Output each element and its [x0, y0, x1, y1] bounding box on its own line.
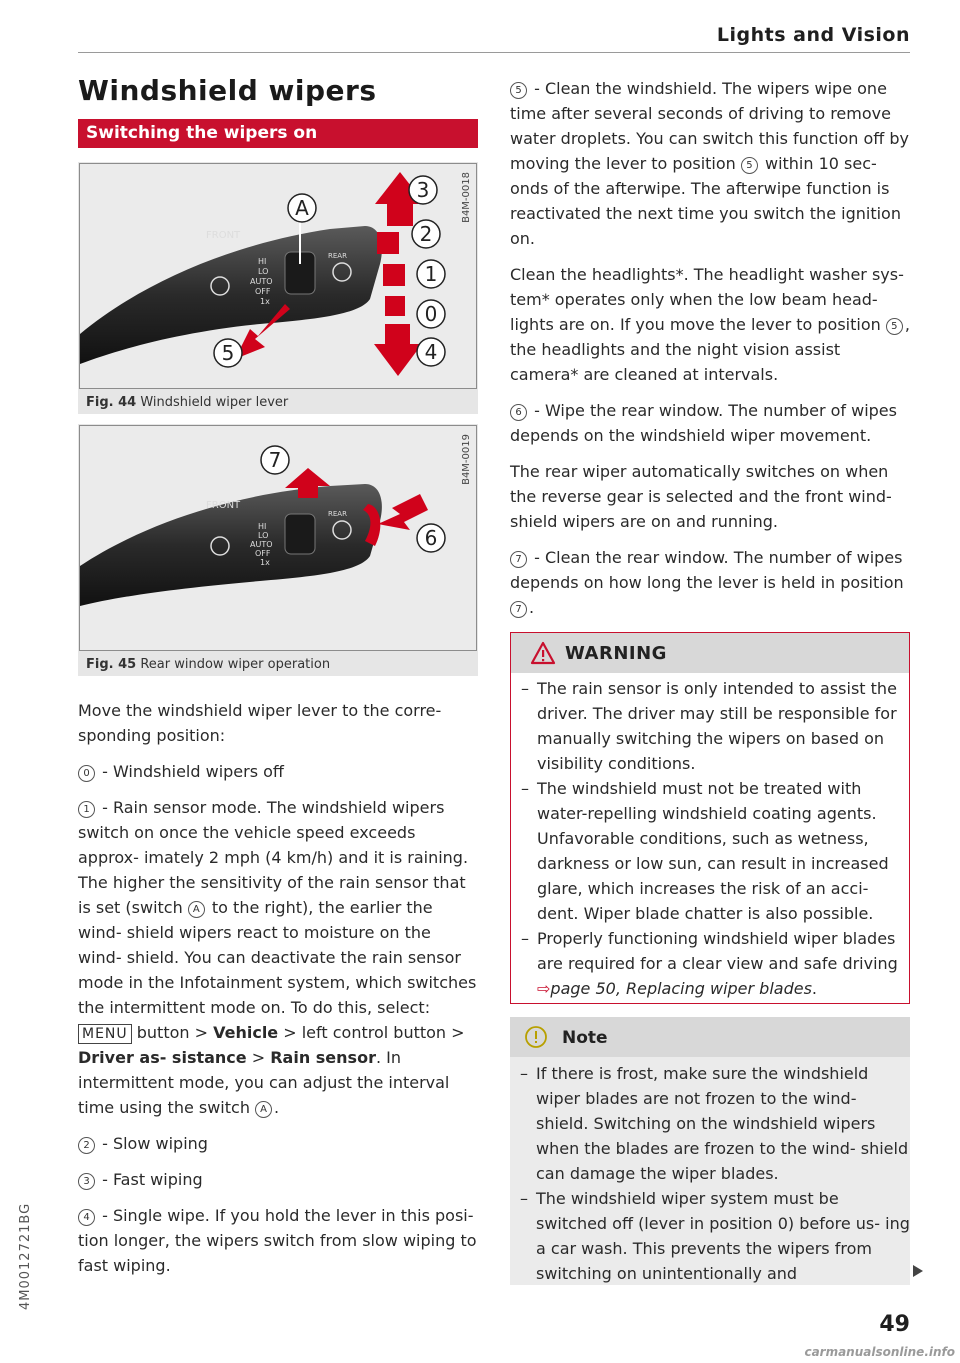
item-4-paragraph: [78, 1203, 478, 1278]
callout-5: 5: [221, 341, 235, 365]
intro-paragraph: Move the windshield wiper lever to the corre- sponding position:: [78, 701, 442, 745]
continue-arrow-icon: [913, 1265, 923, 1277]
left-body-text: [78, 698, 478, 1278]
note-box: [510, 1017, 910, 1285]
marker-5: 5: [510, 82, 527, 99]
position-0-block: [385, 296, 405, 316]
callout-7: 7: [268, 448, 282, 472]
item-6-text: - Wipe the rear window. The number of wipes depends on the windshield wiper movement.: [510, 401, 897, 445]
figure-44-code: B4M-0018: [461, 172, 472, 223]
document-code: 4M0012721BG: [18, 1202, 33, 1310]
lever-label-front: FRONT: [206, 230, 241, 241]
item-1-text-e: >: [246, 1048, 271, 1067]
warning-item-3-text: Properly functioning windshield wiper blades are required for a clear view and safe driving: [537, 929, 898, 973]
wiper-lever-diagram: [80, 164, 477, 389]
note-list: [510, 1061, 910, 1286]
rear-wiper-lever-diagram: [80, 426, 477, 651]
item-7-text: - Clean the rear window. The number of wipes depends on how long the lever is held in position: [510, 548, 904, 592]
lever-label-hi: HI: [258, 257, 267, 266]
lever-label-off: OFF: [255, 287, 271, 296]
lever-label-rear: REAR: [328, 510, 347, 518]
item-1-paragraph: [78, 795, 478, 1120]
callout-A: A: [295, 196, 309, 220]
page-number: 49: [879, 1312, 910, 1337]
subsection-banner: Switching the wipers on: [78, 119, 478, 148]
figure-44-illustration: [79, 163, 477, 389]
item-3-text: - Fast wiping: [97, 1170, 203, 1189]
item-1-text-d: > left control button >: [278, 1023, 465, 1042]
warning-list: [511, 676, 909, 1001]
item-5-text-a: - Clean the windshield. The wipers wipe one time after several seconds of driving to remove water droplets. You can switch this function off by moving the lever to position: [510, 79, 909, 173]
figure-44: [78, 162, 478, 414]
callout-2: 2: [419, 222, 433, 246]
figure-44-label: Fig. 44: [86, 395, 137, 410]
position-1-block: [383, 264, 405, 286]
menu-key: MENU: [78, 1024, 132, 1044]
item-7-paragraph: [510, 545, 910, 620]
item-2-text: - Slow wiping: [97, 1134, 208, 1153]
lever-label-off: OFF: [255, 549, 271, 558]
headlights-text-a: Clean the headlights*. The headlight washer sys- tem* operates only when the low beam head- lights are on. If you move the lever to position: [510, 265, 904, 334]
item-1-text-g: .: [274, 1098, 280, 1117]
right-body-text: [510, 76, 910, 620]
figure-44-caption: [86, 395, 288, 410]
note-body: [510, 1057, 910, 1285]
lever-label-hi: HI: [258, 522, 267, 531]
item-1-text-f: . In intermittent mode, you can adjust the interval time using the switch: [78, 1048, 450, 1117]
figure-45: [78, 424, 478, 676]
headlights-text-b: , the headlights and the night vision assist camera* are cleaned at intervals.: [510, 315, 910, 384]
position-2-block: [377, 232, 399, 254]
item-1-text-c: button >: [131, 1023, 214, 1042]
item-6-paragraph: [510, 398, 910, 448]
callout-3: 3: [416, 178, 430, 202]
item-1-text-b: to the right), the earlier the wind- shield wipers react to moisture on the wind- shield. You can deactivate the rain sensor mode in the Infotainment system, which switches the intermittent mode on. To do this, select:: [78, 898, 477, 1017]
figure-45-caption: [86, 657, 330, 672]
item-4-text: - Single wipe. If you hold the lever in this posi- tion longer, the wipers switch from slow wiping to fast wiping.: [78, 1206, 477, 1275]
lever-label-lo: LO: [258, 267, 269, 276]
lever-label-front: FRONT: [206, 500, 241, 511]
vehicle-label: Vehicle: [213, 1023, 279, 1042]
marker-0: 0: [78, 765, 95, 782]
item-0-paragraph: [78, 759, 478, 784]
arrow-down-single-icon: [374, 324, 422, 376]
marker-A-2: A: [255, 1101, 272, 1118]
item-3-paragraph: [78, 1167, 478, 1192]
figure-45-illustration: [79, 425, 477, 651]
note-header: [510, 1017, 910, 1057]
warning-header: [511, 633, 909, 673]
marker-3: 3: [78, 1173, 95, 1190]
header-divider: [78, 52, 910, 53]
page-ref-arrow-icon: ⇨: [537, 979, 551, 998]
warning-item: [511, 926, 909, 1001]
lever-label-lo: LO: [258, 531, 269, 540]
page-title: Windshield wipers: [78, 74, 377, 107]
warning-item: – The rain sensor is only intended to assist the driver. The driver may still be responsible for manually switching the wipers on based on visibility conditions.: [511, 676, 909, 776]
driver-assistance-label: Driver as- sistance: [78, 1048, 247, 1067]
figure-45-caption-text: Rear window wiper operation: [140, 657, 331, 672]
warning-triangle-icon: [530, 641, 556, 665]
note-item: – If there is frost, make sure the windshield wiper blades are not frozen to the wind- shield. Switching on the windshield wipers when the blades are frozen to the wind- shield can damage the wiper blades.: [510, 1061, 910, 1186]
lever-label-auto: AUTO: [250, 540, 273, 549]
callout-0: 0: [424, 302, 438, 326]
marker-5-3: 5: [886, 318, 903, 335]
marker-1: 1: [78, 801, 95, 818]
item-2-paragraph: [78, 1131, 478, 1156]
rear-auto-paragraph: The rear wiper automatically switches on when the reverse gear is selected and the front wind- shield wipers are on and running.: [510, 462, 892, 531]
figure-45-label: Fig. 45: [86, 657, 137, 672]
callout-6: 6: [424, 526, 438, 550]
item-5-paragraph: [510, 76, 910, 251]
marker-2: 2: [78, 1137, 95, 1154]
note-info-icon: [524, 1025, 548, 1049]
note-title: Note: [562, 1028, 608, 1048]
warning-title: WARNING: [565, 643, 667, 664]
marker-4: 4: [78, 1209, 95, 1226]
running-header: Lights and Vision: [716, 24, 910, 46]
callout-1: 1: [424, 262, 438, 286]
figure-45-code: B4M-0019: [461, 434, 472, 485]
item-0-text: - Windshield wipers off: [97, 762, 284, 781]
lever-label-1x: 1x: [260, 558, 270, 567]
note-item: – The windshield wiper system must be switched off (lever in position 0) before us- ing a car wash. This prevents the wipers from switching on unintentionally and: [510, 1186, 910, 1286]
warning-box: [510, 632, 910, 1004]
marker-6: 6: [510, 404, 527, 421]
lever-label-rear: REAR: [328, 252, 347, 260]
rain-sensor-label: Rain sensor: [270, 1048, 376, 1067]
lever-label-auto: AUTO: [250, 277, 273, 286]
marker-7-2: 7: [510, 601, 527, 618]
marker-7: 7: [510, 551, 527, 568]
watermark: carmanualsonline.info: [804, 1345, 955, 1359]
item-1-text-a: - Rain sensor mode. The windshield wipers switch on once the vehicle speed exceeds approx- imately 2 mph (4 km/h) and it is raining. The higher the sensitivity of the rain sensor that is set (switch: [78, 798, 469, 917]
marker-5-2: 5: [741, 157, 758, 174]
marker-A: A: [188, 901, 205, 918]
headlights-paragraph: [510, 262, 910, 387]
page-ref-link[interactable]: page 50, Replacing wiper blades: [550, 979, 812, 998]
arrow-push-rear-wipe-icon: [378, 494, 428, 530]
item-7-end: .: [529, 598, 535, 617]
figure-44-caption-text: Windshield wiper lever: [140, 395, 289, 410]
warning-item: – The windshield must not be treated with water-repelling windshield coating agents. Unfavorable conditions, such as wetness, darkness or low sun, can result in increased glare, which increases the risk of an acci- dent. Wiper blade chatter is also possible.: [511, 776, 909, 926]
item-5-text-b: within 10 sec- onds of the afterwipe. The afterwipe function is reactivated the next time you switch the ignition on.: [510, 154, 901, 248]
warning-item-3-end: .: [811, 979, 818, 998]
lever-label-1x: 1x: [260, 297, 270, 306]
callout-4: 4: [424, 340, 438, 364]
